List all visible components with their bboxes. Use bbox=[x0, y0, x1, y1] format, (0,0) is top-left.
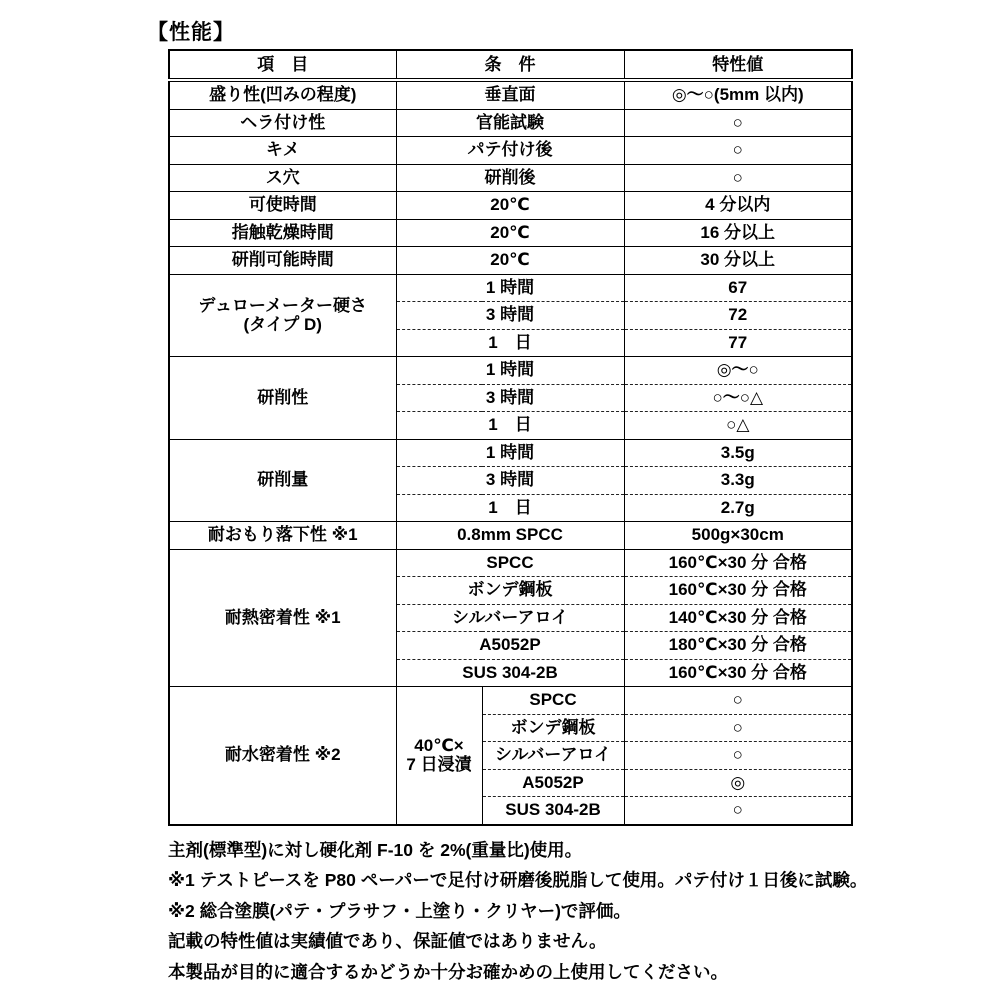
condition-cell: 1 日 bbox=[396, 329, 624, 357]
table-header-row bbox=[169, 50, 852, 80]
table-row bbox=[169, 687, 852, 715]
value-cell: 160℃×30 分 合格 bbox=[624, 549, 852, 577]
value-cell: 3.5g bbox=[624, 439, 852, 467]
substrate-cell: SUS 304-2B bbox=[482, 797, 624, 825]
table-row bbox=[169, 274, 852, 302]
condition-line-1: 40℃× bbox=[414, 735, 464, 755]
item-cell-sandability: 研削性 bbox=[169, 357, 396, 440]
item-cell-water-adhesion: 耐水密着性 ※2 bbox=[169, 687, 396, 825]
condition-cell: 20℃ bbox=[396, 219, 624, 247]
condition-cell: 20℃ bbox=[396, 247, 624, 275]
value-cell: 30 分以上 bbox=[624, 247, 852, 275]
condition-cell: 1 日 bbox=[396, 412, 624, 440]
performance-table bbox=[168, 49, 853, 826]
item-cell: 可使時間 bbox=[169, 192, 396, 220]
condition-line-2: 7 日浸漬 bbox=[406, 755, 472, 775]
condition-cell: 垂直面 bbox=[396, 80, 624, 109]
item-cell: キメ bbox=[169, 137, 396, 165]
condition-cell: シルバーアロイ bbox=[396, 604, 624, 632]
footnote: 記載の特性値は実績値であり、保証値ではありません。 bbox=[168, 931, 607, 951]
footnote: ※2 総合塗膜(パテ・プラサフ・上塗り・クリヤー)で評価。 bbox=[168, 900, 631, 921]
value-cell: ○△ bbox=[624, 412, 852, 440]
table-row bbox=[169, 549, 852, 577]
table-row bbox=[169, 109, 852, 137]
condition-cell: 3 時間 bbox=[396, 467, 624, 495]
condition-cell: 1 時間 bbox=[396, 357, 624, 385]
item-cell: ス穴 bbox=[169, 164, 396, 192]
table-row bbox=[169, 247, 852, 275]
item-line-2: (タイプ D) bbox=[243, 315, 322, 335]
table-row bbox=[169, 192, 852, 220]
footnote: 主剤(標準型)に対し硬化剤 F-10 を 2%(重量比)使用。 bbox=[168, 839, 583, 860]
table-row bbox=[169, 219, 852, 247]
value-cell: 180℃×30 分 合格 bbox=[624, 632, 852, 660]
substrate-cell: シルバーアロイ bbox=[482, 742, 624, 770]
condition-cell: 20℃ bbox=[396, 192, 624, 220]
value-cell: 140℃×30 分 合格 bbox=[624, 604, 852, 632]
value-cell: 3.3g bbox=[624, 467, 852, 495]
page-title: 【性能】 bbox=[147, 21, 235, 44]
item-cell: 盛り性(凹みの程度) bbox=[169, 80, 396, 109]
footnote: 本製品が目的に適合するかどうか十分お確かめの上使用してください。 bbox=[168, 961, 728, 982]
item-cell-heat-adhesion: 耐熱密着性 ※1 bbox=[169, 549, 396, 687]
value-cell: 77 bbox=[624, 329, 852, 357]
condition-cell: 研削後 bbox=[396, 164, 624, 192]
value-cell: ◎～○ bbox=[624, 357, 852, 385]
value-cell: 16 分以上 bbox=[624, 219, 852, 247]
condition-cell: 官能試験 bbox=[396, 109, 624, 137]
condition-cell: 3 時間 bbox=[396, 302, 624, 330]
value-cell: ◎～○(5mm 以内) bbox=[624, 80, 852, 109]
substrate-cell: ボンデ鋼板 bbox=[482, 714, 624, 742]
value-cell: ○ bbox=[624, 714, 852, 742]
item-cell: 耐おもり落下性 ※1 bbox=[169, 522, 396, 550]
condition-cell: 1 時間 bbox=[396, 439, 624, 467]
condition-cell: ボンデ鋼板 bbox=[396, 577, 624, 605]
footnotes bbox=[168, 835, 1000, 988]
condition-cell: 0.8mm SPCC bbox=[396, 522, 624, 550]
value-cell: 160℃×30 分 合格 bbox=[624, 659, 852, 687]
condition-cell: 1 時間 bbox=[396, 274, 624, 302]
substrate-cell: A5052P bbox=[482, 769, 624, 797]
item-cell-sanding-amount: 研削量 bbox=[169, 439, 396, 522]
table-row bbox=[169, 164, 852, 192]
footnote: ※1 テストピースを P80 ペーパーで足付け研磨後脱脂して使用。パテ付け１日後に試験。 bbox=[168, 870, 868, 890]
header-condition: 条 件 bbox=[396, 50, 624, 80]
item-line-1: デュローメーター硬さ bbox=[198, 295, 368, 315]
value-cell: ○ bbox=[624, 742, 852, 770]
condition-cell: SUS 304-2B bbox=[396, 659, 624, 687]
condition-cell: SPCC bbox=[396, 549, 624, 577]
value-cell: 2.7g bbox=[624, 494, 852, 522]
value-cell: 67 bbox=[624, 274, 852, 302]
item-cell: ヘラ付け性 bbox=[169, 109, 396, 137]
value-cell: 72 bbox=[624, 302, 852, 330]
table-row bbox=[169, 439, 852, 467]
condition-cell-immersion bbox=[396, 687, 482, 825]
value-cell: ◎ bbox=[624, 769, 852, 797]
value-cell: 160℃×30 分 合格 bbox=[624, 577, 852, 605]
value-cell: ○ bbox=[624, 109, 852, 137]
item-cell-durometer bbox=[169, 274, 396, 357]
substrate-cell: SPCC bbox=[482, 687, 624, 715]
value-cell: 4 分以内 bbox=[624, 192, 852, 220]
table-row bbox=[169, 357, 852, 385]
value-cell: ○ bbox=[624, 164, 852, 192]
item-cell: 研削可能時間 bbox=[169, 247, 396, 275]
table-row bbox=[169, 80, 852, 109]
table-row bbox=[169, 522, 852, 550]
value-cell: ○ bbox=[624, 797, 852, 825]
value-cell: ○ bbox=[624, 137, 852, 165]
condition-cell: A5052P bbox=[396, 632, 624, 660]
value-cell: ○～○△ bbox=[624, 384, 852, 412]
item-cell: 指触乾燥時間 bbox=[169, 219, 396, 247]
condition-cell: パテ付け後 bbox=[396, 137, 624, 165]
table-row bbox=[169, 137, 852, 165]
condition-cell: 3 時間 bbox=[396, 384, 624, 412]
header-value: 特性値 bbox=[624, 50, 852, 80]
condition-cell: 1 日 bbox=[396, 494, 624, 522]
header-item: 項 目 bbox=[169, 50, 396, 80]
value-cell: 500g×30cm bbox=[624, 522, 852, 550]
value-cell: ○ bbox=[624, 687, 852, 715]
